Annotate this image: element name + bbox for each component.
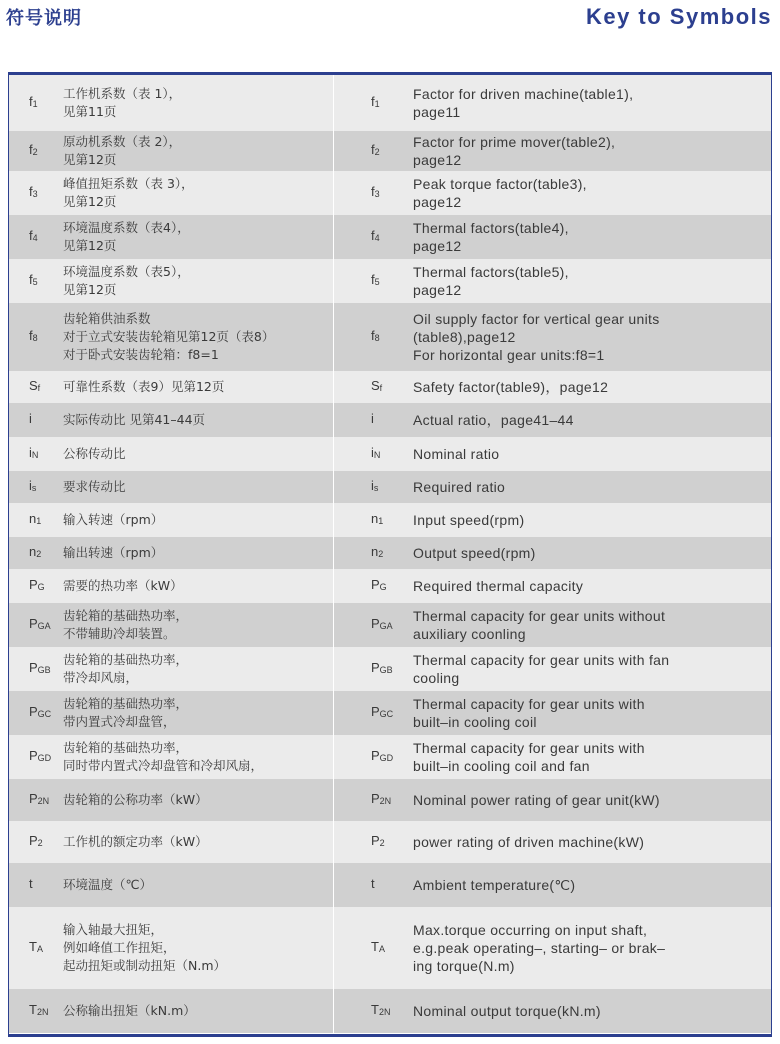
symbol-letter: t <box>29 876 33 891</box>
symbol-subscript: GC <box>37 709 52 719</box>
table-row <box>9 907 771 989</box>
symbol-right <box>371 271 411 291</box>
symbol-right <box>371 444 411 464</box>
description-zh: 工作机系数（表 1）， 见第11页 <box>63 86 182 119</box>
description-zh: 实际传动比 见第41–44页 <box>63 412 206 427</box>
symbol-subscript: 2 <box>32 147 38 157</box>
table-row <box>9 437 771 471</box>
symbol-letter: n <box>371 544 379 559</box>
table-row <box>9 403 771 437</box>
symbol-left <box>29 444 65 464</box>
symbol-letter: P <box>371 791 380 806</box>
symbol-left <box>29 227 65 247</box>
symbol-left <box>29 93 65 113</box>
symbol-right <box>371 543 411 563</box>
description-zh: 齿轮箱的公称功率（kW） <box>63 792 208 807</box>
table-row <box>9 131 771 171</box>
symbol-left <box>29 271 65 291</box>
symbol-right <box>371 410 411 430</box>
table-row <box>9 569 771 603</box>
symbol-letter: P <box>371 748 380 763</box>
description-zh: 公称传动比 <box>63 446 126 461</box>
symbol-letter: P <box>371 660 380 675</box>
symbol-letter: P <box>29 660 38 675</box>
description-zh: 环境温度系数（表5）， 见第12页 <box>63 264 190 297</box>
symbol-right <box>371 477 411 497</box>
symbol-left <box>29 510 65 530</box>
symbol-subscript: GD <box>37 753 52 763</box>
description-en: Thermal factors(table5), page12 <box>413 264 569 298</box>
description-en: Factor for driven machine(table1), page11 <box>413 86 634 120</box>
symbol-letter: f <box>29 328 33 343</box>
symbol-subscript: 2 <box>36 549 42 559</box>
description-zh: 齿轮箱的基础热功率， 带冷却风扇， <box>63 652 189 685</box>
symbol-subscript: 2 <box>378 549 384 559</box>
symbol-subscript: 5 <box>374 277 380 287</box>
description-zh: 齿轮箱的基础热功率， 不带辅助冷却装置。 <box>63 608 189 641</box>
column-divider <box>333 569 334 603</box>
table-row <box>9 503 771 537</box>
symbol-subscript: GC <box>379 709 394 719</box>
column-divider <box>333 215 334 259</box>
table-row <box>9 537 771 569</box>
symbol-letter: f <box>29 142 33 157</box>
table-row <box>9 215 771 259</box>
table-row <box>9 735 771 779</box>
symbol-left <box>29 659 65 679</box>
symbol-right <box>371 875 411 895</box>
table-row <box>9 603 771 647</box>
symbol-letter: P <box>371 704 380 719</box>
description-zh: 输出转速（rpm） <box>63 545 164 560</box>
symbol-right <box>371 790 411 810</box>
description-en: Nominal output torque(kN.m) <box>413 1003 601 1019</box>
symbol-left <box>29 141 65 161</box>
symbol-letter: i <box>29 411 32 426</box>
symbol-left <box>29 875 65 895</box>
symbol-letter: f <box>371 228 375 243</box>
column-divider <box>333 437 334 471</box>
column-divider <box>333 131 334 171</box>
symbol-left <box>29 410 65 430</box>
symbol-letter: S <box>371 378 380 393</box>
symbol-subscript: N <box>31 450 39 460</box>
column-divider <box>333 989 334 1033</box>
symbol-subscript: s <box>31 483 37 493</box>
symbol-right <box>371 615 411 635</box>
description-en: Output speed(rpm) <box>413 545 536 561</box>
table-row <box>9 863 771 907</box>
symbol-subscript: 2N <box>37 796 50 806</box>
symbol-letter: P <box>371 616 380 631</box>
symbol-left <box>29 477 65 497</box>
symbol-subscript: 2 <box>37 838 43 848</box>
symbol-letter: P <box>371 833 380 848</box>
description-en: Input speed(rpm) <box>413 512 525 528</box>
column-divider <box>333 863 334 907</box>
symbol-subscript: 3 <box>32 189 38 199</box>
symbol-subscript: 4 <box>374 233 380 243</box>
symbol-letter: n <box>29 511 37 526</box>
symbol-letter: P <box>29 704 38 719</box>
page-title-zh: 符号说明 <box>6 8 82 29</box>
description-zh: 原动机系数（表 2）， 见第12页 <box>63 134 182 167</box>
description-zh: 输入轴最大扭矩， 例如峰值工作扭矩， 起动扭矩或制动扭矩（N.m） <box>63 922 227 973</box>
symbol-letter: f <box>29 94 33 109</box>
symbol-left <box>29 790 65 810</box>
symbol-letter: P <box>29 616 38 631</box>
symbol-letter: T <box>371 939 379 954</box>
symbol-letter: P <box>29 833 38 848</box>
table-row <box>9 171 771 215</box>
table-row <box>9 471 771 503</box>
symbol-left <box>29 747 65 767</box>
symbol-subscript: A <box>36 944 43 954</box>
symbol-letter: P <box>29 577 38 592</box>
symbol-letter: S <box>29 378 38 393</box>
description-en: Peak torque factor(table3), page12 <box>413 176 587 210</box>
description-zh: 齿轮箱的基础热功率， 同时带内置式冷却盘管和冷却风扇， <box>63 740 264 773</box>
table-row <box>9 647 771 691</box>
description-zh: 需要的热功率（kW） <box>63 578 183 593</box>
symbol-subscript: 2N <box>378 1007 391 1017</box>
description-zh: 工作机的额定功率（kW） <box>63 834 208 849</box>
symbol-right <box>371 377 411 397</box>
symbol-subscript: f <box>37 383 41 393</box>
column-divider <box>333 75 334 131</box>
symbol-subscript: 2N <box>36 1007 49 1017</box>
description-en: Safety factor(table9)，page12 <box>413 379 609 395</box>
symbol-subscript: GA <box>379 621 393 631</box>
table-row <box>9 303 771 371</box>
symbol-subscript: G <box>379 582 387 592</box>
description-en: Thermal factors(table4), page12 <box>413 220 569 254</box>
symbol-left <box>29 543 65 563</box>
symbol-letter: i <box>371 478 374 493</box>
symbol-left <box>29 183 65 203</box>
symbol-letter: n <box>29 544 37 559</box>
symbol-letter: T <box>29 1002 37 1017</box>
symbol-subscript: 8 <box>32 333 38 343</box>
symbol-subscript: GA <box>37 621 51 631</box>
symbol-subscript: 1 <box>378 516 384 526</box>
symbol-right <box>371 141 411 161</box>
description-en: Actual ratio，page41–44 <box>413 412 574 428</box>
symbol-letter: i <box>371 445 374 460</box>
description-en: Thermal capacity for gear units with built–in cooling coil and fan <box>413 740 645 774</box>
description-en: Required thermal capacity <box>413 578 584 594</box>
table-row <box>9 821 771 863</box>
symbol-right <box>371 183 411 203</box>
symbol-left <box>29 377 65 397</box>
description-en: Nominal ratio <box>413 446 500 462</box>
description-en: Thermal capacity for gear units with built–in cooling coil <box>413 696 645 730</box>
symbol-right <box>371 576 411 596</box>
symbol-right <box>371 327 411 347</box>
symbol-subscript: f <box>379 383 383 393</box>
description-zh: 公称输出扭矩（kN.m） <box>63 1003 196 1018</box>
description-en: Oil supply factor for vertical gear units (table8),page12 For horizontal gear units:f8=1 <box>413 311 660 363</box>
symbol-right <box>371 832 411 852</box>
symbol-letter: f <box>29 184 33 199</box>
symbol-left <box>29 703 65 723</box>
symbol-subscript: 3 <box>374 189 380 199</box>
symbol-letter: f <box>29 272 33 287</box>
symbols-table <box>8 72 772 1037</box>
symbol-right <box>371 703 411 723</box>
symbol-subscript: 5 <box>32 277 38 287</box>
description-zh: 环境温度系数（表4）， 见第12页 <box>63 220 190 253</box>
column-divider <box>333 735 334 779</box>
symbol-letter: P <box>371 577 380 592</box>
symbol-subscript: A <box>378 944 385 954</box>
column-divider <box>333 779 334 821</box>
table-row <box>9 989 771 1033</box>
description-zh: 要求传动比 <box>63 479 126 494</box>
description-zh: 峰值扭矩系数（表 3）， 见第12页 <box>63 176 194 209</box>
column-divider <box>333 821 334 863</box>
symbol-left <box>29 1001 65 1021</box>
description-en: Thermal capacity for gear units with fan cooling <box>413 652 670 686</box>
symbol-letter: i <box>29 445 32 460</box>
symbol-subscript: 1 <box>374 99 380 109</box>
table-row <box>9 779 771 821</box>
symbol-right <box>371 747 411 767</box>
symbol-letter: t <box>371 876 375 891</box>
description-zh: 齿轮箱供油系数 对于立式安装齿轮箱见第12页（表8） 对于卧式安装齿轮箱：f8=1 <box>63 311 275 362</box>
symbol-letter: T <box>29 939 37 954</box>
symbol-right <box>371 93 411 113</box>
column-divider <box>333 603 334 647</box>
symbol-right <box>371 659 411 679</box>
table-row <box>9 371 771 403</box>
column-divider <box>333 691 334 735</box>
description-en: Max.torque occurring on input shaft, e.g.peak operating–, starting– or brak– ing torque(N.m) <box>413 922 666 974</box>
symbol-left <box>29 615 65 635</box>
description-en: power rating of driven machine(kW) <box>413 834 645 850</box>
symbol-subscript: 2N <box>379 796 392 806</box>
symbol-letter: n <box>371 511 379 526</box>
description-en: Required ratio <box>413 479 506 495</box>
column-divider <box>333 259 334 303</box>
symbol-letter: f <box>371 142 375 157</box>
symbol-subscript: 1 <box>32 99 38 109</box>
column-divider <box>333 907 334 989</box>
symbol-letter: f <box>29 228 33 243</box>
symbol-subscript: s <box>373 483 379 493</box>
description-en: Nominal power rating of gear unit(kW) <box>413 792 660 808</box>
symbol-subscript: 2 <box>379 838 385 848</box>
description-en: Factor for prime mover(table2), page12 <box>413 134 616 168</box>
symbol-letter: f <box>371 184 375 199</box>
symbol-right <box>371 1001 411 1021</box>
table-row <box>9 75 771 131</box>
symbol-right <box>371 510 411 530</box>
column-divider <box>333 503 334 537</box>
symbol-subscript: 2 <box>374 147 380 157</box>
column-divider <box>333 171 334 215</box>
symbol-letter: f <box>371 94 375 109</box>
symbol-letter: P <box>29 748 38 763</box>
symbol-subscript: 8 <box>374 333 380 343</box>
description-zh: 可靠性系数（表9）见第12页 <box>63 379 225 394</box>
symbol-letter: P <box>29 791 38 806</box>
symbol-letter: f <box>371 328 375 343</box>
column-divider <box>333 537 334 569</box>
symbol-right <box>371 938 411 958</box>
symbol-letter: f <box>371 272 375 287</box>
column-divider <box>333 647 334 691</box>
symbol-letter: T <box>371 1002 379 1017</box>
symbol-left <box>29 327 65 347</box>
description-zh: 齿轮箱的基础热功率， 带内置式冷却盘管， <box>63 696 189 729</box>
table-row <box>9 691 771 735</box>
symbol-subscript: GD <box>379 753 394 763</box>
symbol-left <box>29 576 65 596</box>
description-zh: 输入转速（rpm） <box>63 512 164 527</box>
page-title-en: Key to Symbols <box>585 4 772 29</box>
symbol-subscript: GB <box>37 665 51 675</box>
symbol-right <box>371 227 411 247</box>
description-en: Ambient temperature(℃) <box>413 877 576 893</box>
symbol-letter: i <box>371 411 374 426</box>
description-zh: 环境温度（℃） <box>63 877 153 892</box>
symbol-subscript: 4 <box>32 233 38 243</box>
symbol-left <box>29 938 65 958</box>
column-divider <box>333 303 334 371</box>
symbol-letter: i <box>29 478 32 493</box>
description-en: Thermal capacity for gear units without auxiliary coonling <box>413 608 666 642</box>
symbol-subscript: N <box>373 450 381 460</box>
table-row <box>9 259 771 303</box>
column-divider <box>333 371 334 403</box>
column-divider <box>333 403 334 437</box>
symbol-subscript: 1 <box>36 516 42 526</box>
column-divider <box>333 471 334 503</box>
symbol-subscript: G <box>37 582 45 592</box>
symbol-subscript: GB <box>379 665 393 675</box>
symbol-left <box>29 832 65 852</box>
